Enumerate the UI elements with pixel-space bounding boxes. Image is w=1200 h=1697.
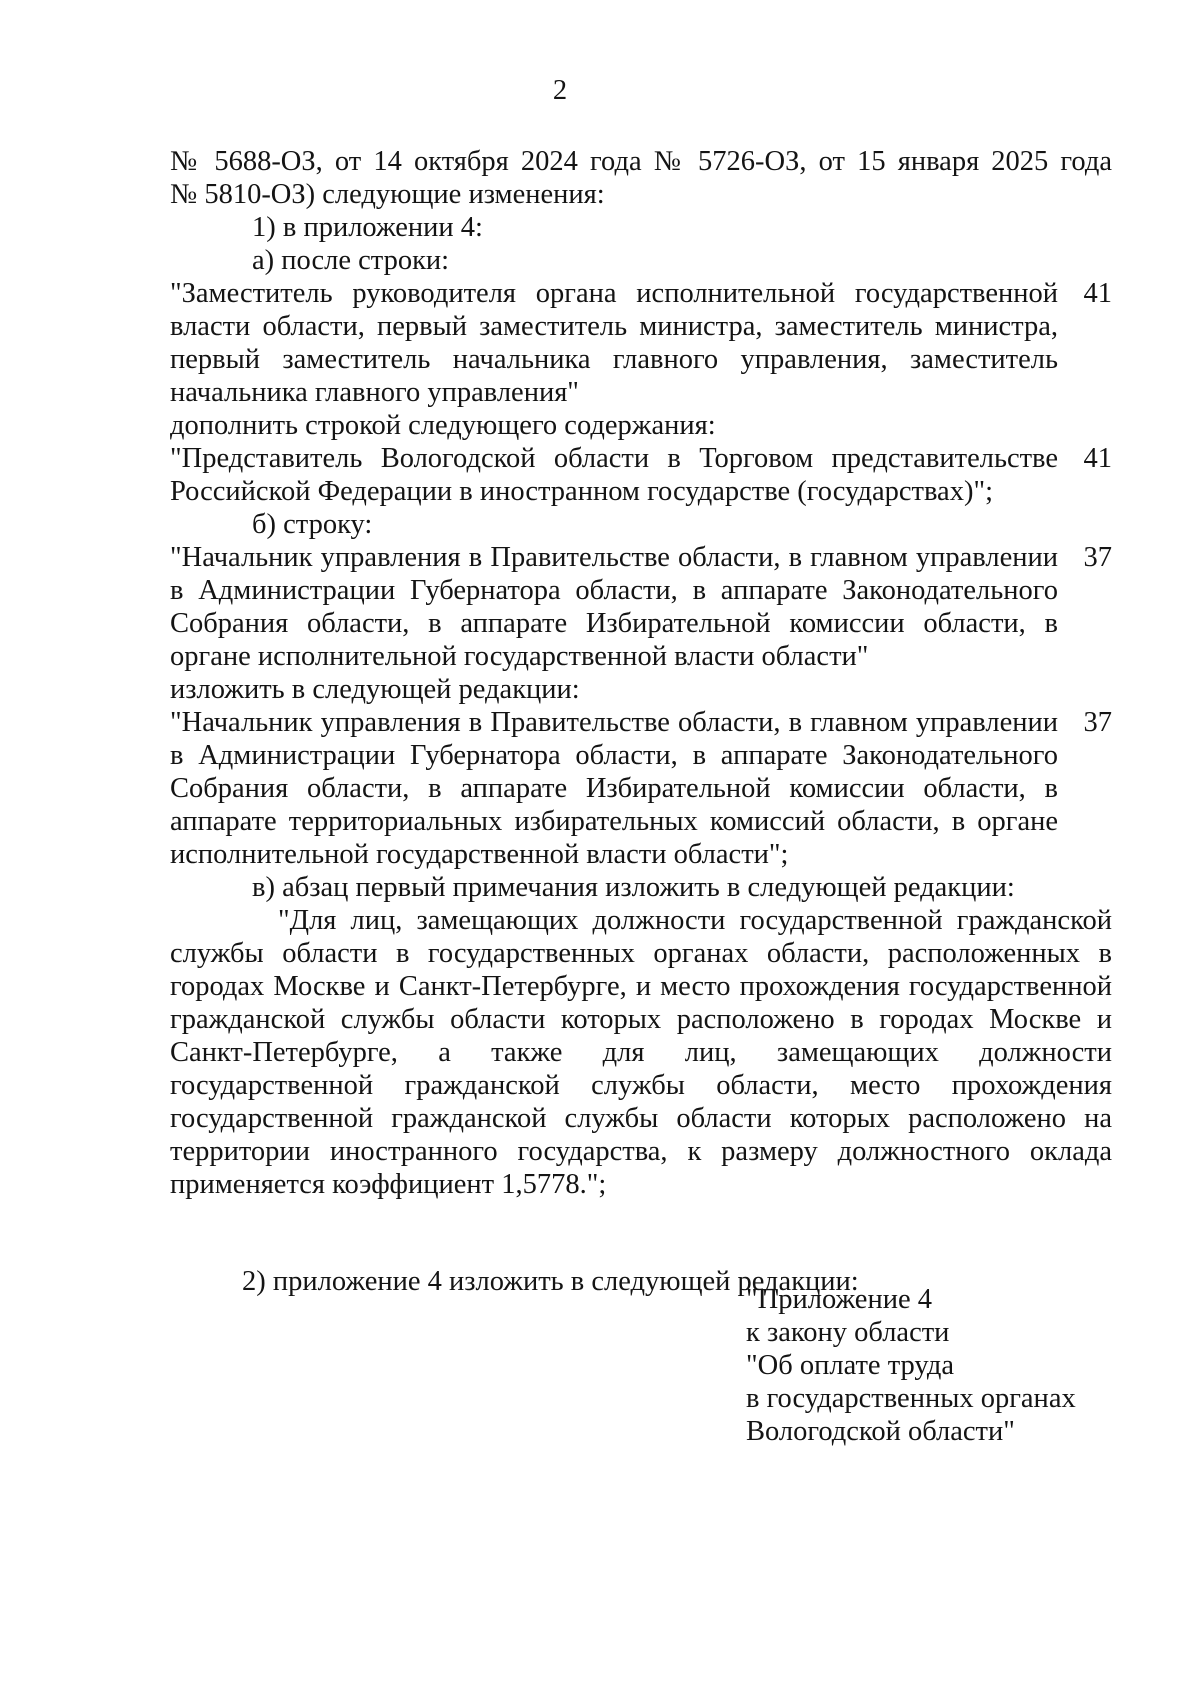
annex-line: "Приложение 4 [746, 1284, 932, 1315]
note-line: гражданской службы области которых расположено в городах Москве и [170, 1004, 1112, 1035]
row-line: органе исполнительной государственной власти области" [170, 641, 869, 672]
note-line: городах Москве и Санкт-Петербурге, и место прохождения государственной [170, 971, 1112, 1002]
row-line: в Администрации Губернатора области, в аппарате Законодательного [170, 740, 1058, 771]
row-value: 37 [1083, 707, 1112, 738]
annex-line: в государственных органах [746, 1383, 1076, 1414]
annex-line: к закону области [746, 1317, 950, 1348]
row-line: Собрания области, в аппарате Избирательной комиссии области, в [170, 608, 1058, 639]
note-line: государственной гражданской службы области которых расположено на [170, 1103, 1112, 1134]
note-line: территории иностранного государства, к размеру должностного оклада [170, 1136, 1112, 1167]
row-value: 41 [1083, 443, 1112, 474]
item2-heading: 2) приложение 4 изложить в следующей редакции: [242, 1266, 859, 1297]
table-row-b-old [170, 541, 1112, 673]
row-text [170, 277, 1058, 409]
intro-line-2: № 5810-ОЗ) следующие изменения: [170, 179, 605, 210]
row-line: в Администрации Губернатора области, в аппарате Законодательного [170, 575, 1058, 606]
page-number: 2 [552, 75, 568, 106]
row-line: власти области, первый заместитель министра, заместитель министра, [170, 311, 1058, 342]
row-line: "Начальник управления в Правительстве области, в главном управлении [170, 542, 1058, 573]
note-line: "Для лиц, замещающих должности государственной гражданской [278, 905, 1112, 936]
row-text [170, 442, 1058, 508]
note-line: применяется коэффициент 1,5778."; [170, 1169, 607, 1200]
row-value: 37 [1083, 542, 1112, 573]
row-value: 41 [1083, 278, 1112, 309]
table-row-a-new [170, 442, 1112, 508]
row-text [170, 706, 1058, 871]
item1-b-heading: б) строку: [252, 509, 373, 540]
table-row-a-old [170, 277, 1112, 409]
note-paragraph [170, 904, 1112, 1201]
item1-a-add: дополнить строкой следующего содержания: [170, 410, 716, 441]
note-line: службы области в государственных органах области, расположенных в [170, 938, 1112, 969]
annex-header [746, 1283, 1076, 1448]
row-line: "Заместитель руководителя органа исполнительной государственной [170, 278, 1058, 309]
item1-heading: 1) в приложении 4: [252, 212, 483, 243]
row-line: исполнительной государственной власти области"; [170, 839, 789, 870]
document-body [170, 145, 1112, 1298]
row-line: "Начальник управления в Правительстве области, в главном управлении [170, 707, 1058, 738]
spacer [170, 1201, 1112, 1265]
annex-line: "Об оплате труда [746, 1350, 954, 1381]
row-text [170, 541, 1058, 673]
item1-c-heading: в) абзац первый примечания изложить в следующей редакции: [252, 872, 1015, 903]
item1-a-heading: а) после строки: [252, 245, 450, 276]
row-line: Собрания области, в аппарате Избирательной комиссии области, в [170, 773, 1058, 804]
item1-b-replace: изложить в следующей редакции: [170, 674, 580, 705]
row-line: аппарате территориальных избирательных комиссий области, в органе [170, 806, 1058, 837]
row-line: "Представитель Вологодской области в Торговом представительстве [170, 443, 1058, 474]
row-line: Российской Федерации в иностранном государстве (государствах)"; [170, 476, 993, 507]
note-line: государственной гражданской службы области, место прохождения [170, 1070, 1112, 1101]
note-line: Санкт-Петербурге, а также для лиц, замещающих должности [170, 1037, 1112, 1068]
intro-line-1: № 5688-ОЗ, от 14 октября 2024 года № 5726-ОЗ, от 15 января 2025 года [170, 146, 1112, 177]
row-line: первый заместитель начальника главного управления, заместитель [170, 344, 1058, 375]
annex-line: Вологодской области" [746, 1416, 1015, 1447]
table-row-b-new [170, 706, 1112, 871]
row-line: начальника главного управления" [170, 377, 579, 408]
